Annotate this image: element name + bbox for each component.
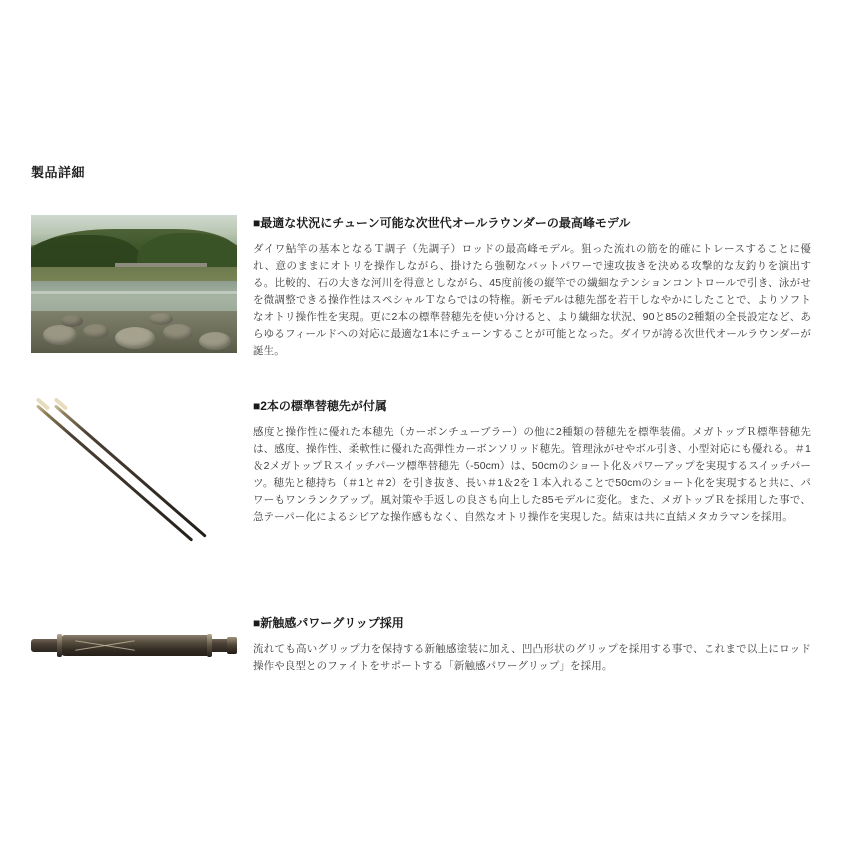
grip-ring (207, 634, 212, 657)
photo-rock (83, 324, 109, 339)
grip-ring (57, 634, 62, 657)
detail-heading: ■新触感パワーグリップ採用 (253, 616, 404, 630)
detail-body: 感度と操作性に優れた本穂先（カーボンチューブラー）の他に2種類の替穂先を標準装備。メガトップＲ標準替穂先は、感度、操作性、柔軟性に優れた高弾性カーボンソリッド穂先。管理泳がせやボル引き、小型対応にも優れる。＃1＆2メガトップＲスイッチパーツ標準替穂先（-50cm）は、50cmのショート化＆パワーアップを実現するスイッチパーツ。穂先と穂持ち（＃1と＃2）を引き抜き、長い＃1＆2を１本入れることで50cmのショート化を実現すると共に、パワーもワンランクアップ。風対策や手返しの良さも向上した85モデルに変化。また、メガトップＲを採用した事で、急テーパー化によるシビアな操作感もなく、自然なオトリ操作を実現した。結束は共に直結メタカラマンを採用。 (253, 425, 811, 523)
detail-body: 流れても高いグリップ力を保持する新触感塗装に加え、凹凸形状のグリップを採用する事で、これまで以上にロッド操作や良型とのファイトをサポートする「新触感パワーグリップ」を採用。 (253, 642, 811, 672)
rod-line (54, 404, 207, 537)
rod-tips-illustration (31, 398, 241, 548)
photo-rock (43, 325, 77, 345)
photo-rock (61, 315, 83, 327)
photo-riverbed (31, 311, 237, 353)
detail-heading: ■2本の標準替穂先が付属 (253, 399, 387, 413)
detail-text-column (253, 215, 811, 360)
detail-text-column (253, 398, 811, 526)
photo-rock (199, 332, 231, 350)
photo-rock (163, 324, 193, 341)
detail-text-column (253, 615, 811, 675)
grip-illustration (31, 615, 241, 675)
detail-body: ダイワ鮎竿の基本となるＴ調子（先調子）ロッドの最高峰モデル。狙った流れの筋を的確にトレースすることに優れ、意のままにオトリを操作しながら、掛けたら強靭なバットパワーで速攻抜きを決める攻撃的な友釣りを演出する。比較的、石の大きな河川を得意としながら、45度前後の縦竿での繊細なテンションコントロールで引き、泳がせを微調整できる操作性はスペシャルＴならではの特権。新モデルは穂先部を若干しなやかにしたことで、よりソフトなオトリ操作性を実現。更に2本の標準替穂先を使い分けると、より繊細な状況、90と85の2種類の全長設定など、あらゆるフィールドへの対応に最適な1本にチューンすることが可能となった。ダイワが誇る次世代オールラウンダーが誕生。 (253, 242, 811, 357)
grip-pattern (75, 637, 135, 654)
photo-rock (149, 313, 173, 325)
photo-rock (115, 327, 155, 349)
rod-line (36, 404, 193, 541)
grip-butt-cap (227, 637, 237, 654)
river-photo-image (31, 215, 237, 353)
page-title: 製品詳細 (31, 165, 86, 180)
river-photo (31, 215, 241, 353)
detail-heading: ■最適な状況にチューン可能な次世代オールラウンダーの最高峰モデル (253, 216, 631, 230)
rod-tips-image (31, 398, 237, 548)
grip-image (31, 615, 237, 675)
